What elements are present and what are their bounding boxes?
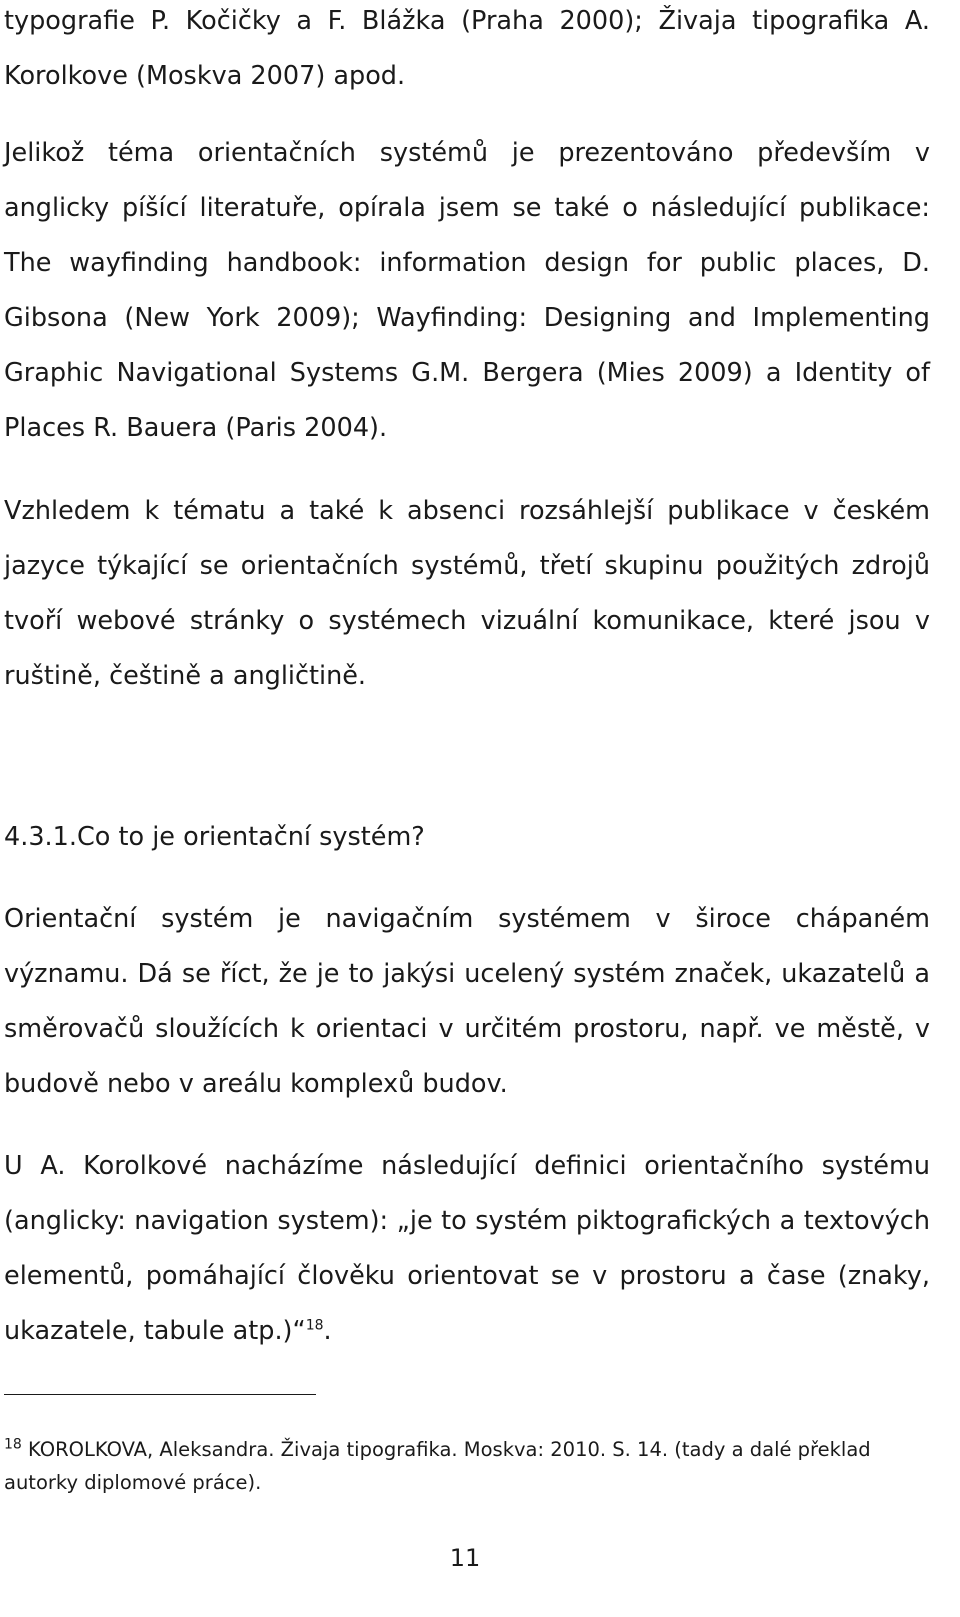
paragraph-korolkova-definition (4, 1139, 930, 1359)
section-heading (4, 810, 930, 865)
paragraph-sources-english: Jelikož téma orientačních systémů je prezentováno především v anglicky píšící literatuře, opírala jsem se také o následující publikace: The wayfinding handbook: information design for public places, D. Gibsona (New York 2009); Wayfinding: Designing and Implementing Graphic Navigational Systems G.M. Bergera (Mies 2009) a Identity of Places R. Bauera (Paris 2004). (4, 138, 930, 443)
footnote-reference[interactable]: 18 (305, 1317, 324, 1334)
korolkova-definition-text: U A. Korolkové nacházíme následující definici orientačního systému (anglicky: navigation system): „je to systém piktografických a textových elementů, pomáhající člověku orientovat se v prostoru a čase (znaky, ukazatele, tabule atp.)“ (4, 1151, 930, 1346)
footnote-divider (4, 1394, 316, 1395)
footnote-marker: 18 (4, 1436, 22, 1453)
page-number: 11 (449, 1544, 481, 1572)
korolkova-definition-end: . (323, 1316, 332, 1346)
paragraph-sources-typography: typografie P. Kočičky a F. Blážka (Praha 2000); Živaja tipografika A. Korolkove (Moskva 2007) apod. (4, 6, 930, 91)
section-number: 4.3.1. (4, 822, 77, 852)
footnote-text: KOROLKOVA, Aleksandra. Živaja tipografika. Moskva: 2010. S. 14. (tady a dalé překlad autorky diplomové práce). (4, 1438, 871, 1494)
paragraph-definition-intro: Orientační systém je navigačním systémem v široce chápaném významu. Dá se říct, že je to jakýsi ucelený systém značek, ukazatelů a směrovačů sloužících k orientaci v určitém prostoru, např. ve městě, v budově nebo v areálu komplexů budov. (4, 904, 930, 1099)
section-title: Co to je orientační systém? (77, 822, 425, 852)
footnote (4, 1433, 930, 1499)
paragraph-sources-web: Vzhledem k tématu a také k absenci rozsáhlejší publikace v českém jazyce týkající se orientačních systémů, třetí skupinu použitých zdrojů tvoří webové stránky o systémech vizuální komunikace, které jsou v ruštině, češtině a angličtině. (4, 496, 930, 691)
